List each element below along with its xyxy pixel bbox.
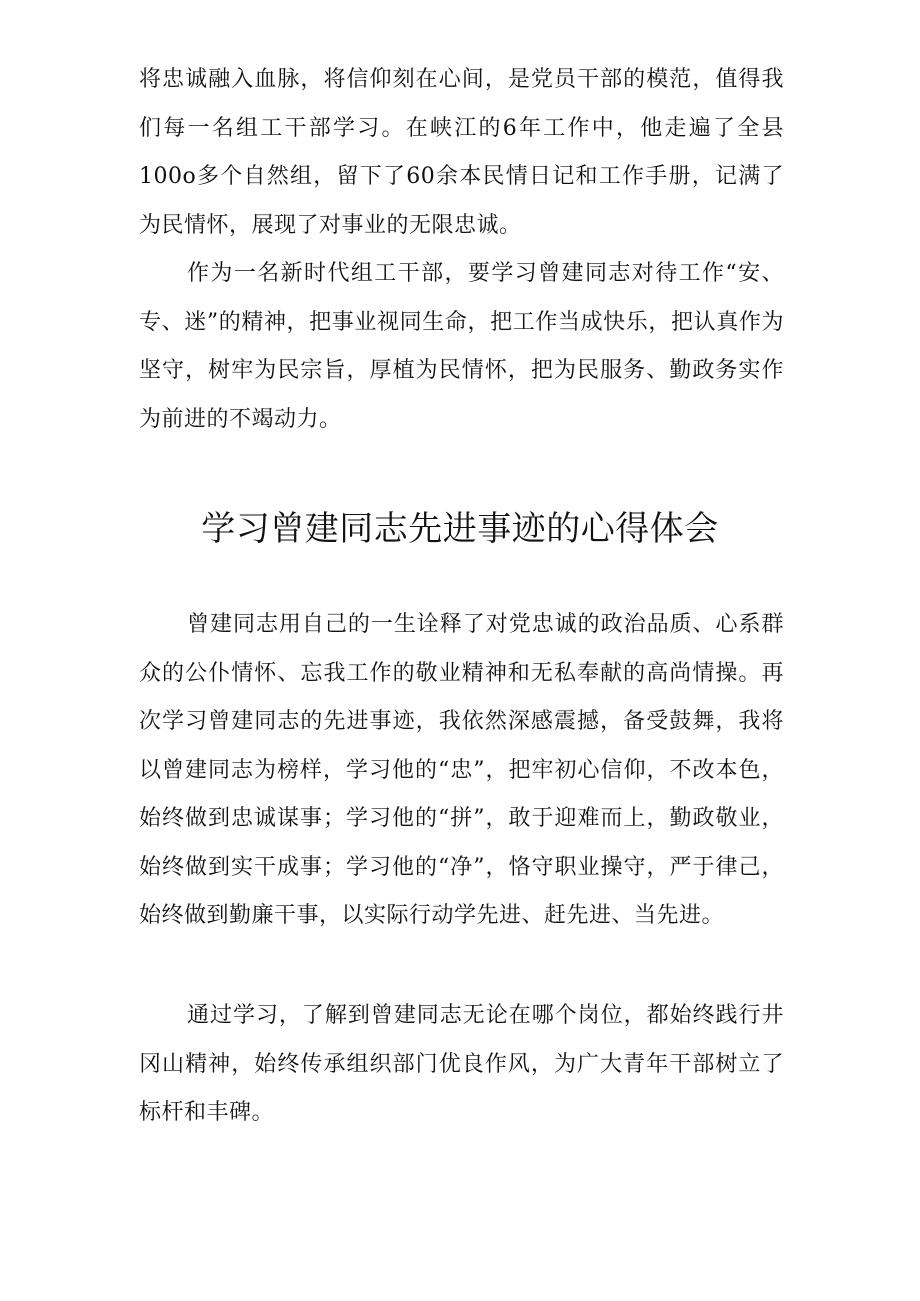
paragraph-study-reflection: 曾建同志用自己的一生诠释了对党忠诚的政治品质、心系群众的公仆情怀、忘我工作的敬业精神和无私奉献的高尚情操。再次学习曾建同志的先进事迹，我依然深感震撼，备受鼓舞，我将以曾建同志为榜样，学习他的“忠”，把牢初心信仰，不改本色，始终做到忠诚谋事；学习他的“拼”，敢于迎难而上，勤政敬业，始终做到实干成事；学习他的“净”，恪守职业操守，严于律己，始终做到勤廉干事，以实际行动学先进、赶先进、当先进。	[139, 612, 784, 928]
paragraph-continuation: 将忠诚融入血脉，将信仰刻在心间，是党员干部的模范，值得我们每一名组工干部学习。在峡江的6年工作中，他走遍了全县100o多个自然组，留下了60余本民情日记和工作手册，记满了为民情怀，展现了对事业的无限忠诚。	[139, 67, 784, 238]
paragraph-conclusion: 通过学习，了解到曾建同志无论在哪个岗位，都始终践行井冈山精神，始终传承组织部门优良作风，为广大青年干部树立了标杆和丰碑。	[139, 1003, 784, 1125]
paragraph-new-era-cadre: 作为一名新时代组工干部，要学习曾建同志对待工作“安、专、迷”的精神，把事业视同生命，把工作当成快乐，把认真作为坚守，树牢为民宗旨，厚植为民情怀，把为民服务、勤政务实作为前进的不竭动力。	[139, 261, 784, 432]
article-title: 学习曾建同志先进事迹的心得体会	[201, 509, 719, 549]
